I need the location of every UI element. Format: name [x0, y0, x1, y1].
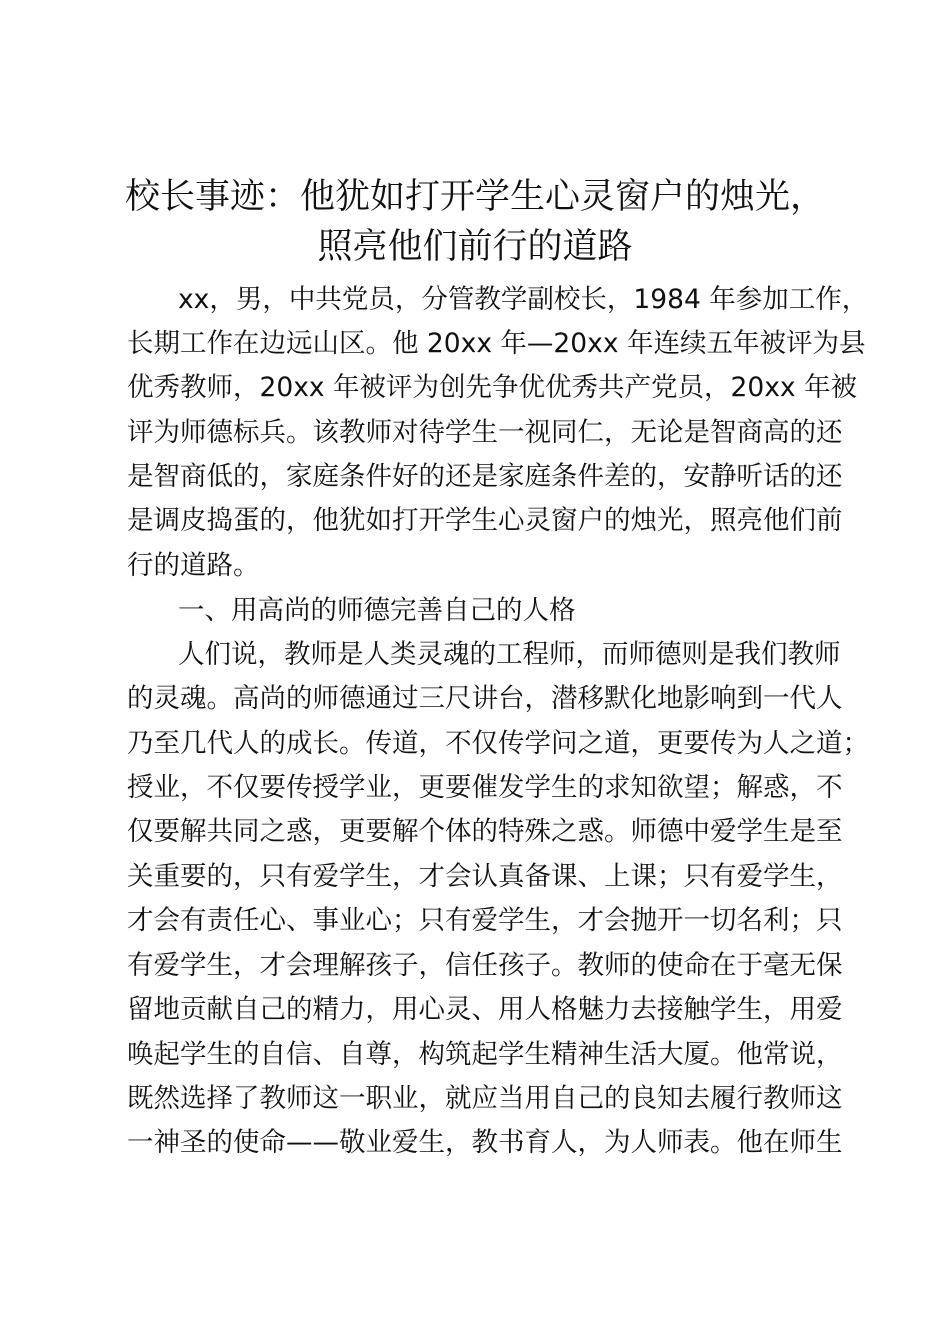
- paragraph-line: 是智商低的，家庭条件好的还是家庭条件差的，安静听话的还: [127, 461, 843, 492]
- paragraph-line: 评为师德标兵。该教师对待学生一视同仁，无论是智商高的还: [127, 417, 843, 448]
- paragraph-line: 有爱学生，才会理解孩子，信任孩子。教师的使命在于毫无保: [127, 950, 843, 981]
- paragraph-line: 仅要解共同之惑，更要解个体的特殊之惑。师德中爱学生是至: [127, 816, 843, 847]
- paragraph-line: 既然选择了教师这一职业，就应当用自己的良知去履行教师这: [127, 1083, 843, 1114]
- paragraph-line: 人们说，教师是人类灵魂的工程师，而师德则是我们教师: [178, 639, 841, 670]
- section-heading: 一、用高尚的师德完善自己的人格: [178, 595, 576, 626]
- paragraph-line: 长期工作在边远山区。他 20xx 年—20xx 年连续五年被评为县: [127, 328, 866, 359]
- paragraph-line: 优秀教师，20xx 年被评为创先争优优秀共产党员，20xx 年被: [127, 372, 858, 403]
- paragraph-line: 关重要的，只有爱学生，才会认真备课、上课；只有爱学生，: [127, 861, 843, 892]
- paragraph-line: 乃至几代人的成长。传道，不仅传学问之道，更要传为人之道；: [127, 728, 869, 759]
- paragraph-line: 授业，不仅要传授学业，更要催发学生的求知欲望；解惑，不: [127, 772, 843, 803]
- document-title-line-2: 照亮他们前行的道路: [317, 227, 633, 267]
- paragraph-line: 是调皮捣蛋的，他犹如打开学生心灵窗户的烛光，照亮他们前: [127, 505, 843, 536]
- paragraph-line: 行的道路。: [127, 550, 260, 581]
- paragraph-line: 才会有责任心、事业心；只有爱学生，才会抛开一切名利；只: [127, 905, 843, 936]
- paragraph-line: 唤起学生的自信、自尊，构筑起学生精神生活大厦。他常说，: [127, 1039, 843, 1070]
- paragraph-line: xx，男，中共党员，分管教学副校长，1984 年参加工作，: [178, 284, 869, 315]
- paragraph-line: 的灵魂。高尚的师德通过三尺讲台，潜移默化地影响到一代人: [127, 683, 843, 714]
- document-title-line-1: 校长事迹：他犹如打开学生心灵窗户的烛光，: [124, 177, 825, 217]
- paragraph-line: 一神圣的使命——敬业爱生，教书育人，为人师表。他在师生: [127, 1127, 843, 1158]
- paragraph-line: 留地贡献自己的精力，用心灵、用人格魅力去接触学生，用爱: [127, 994, 843, 1025]
